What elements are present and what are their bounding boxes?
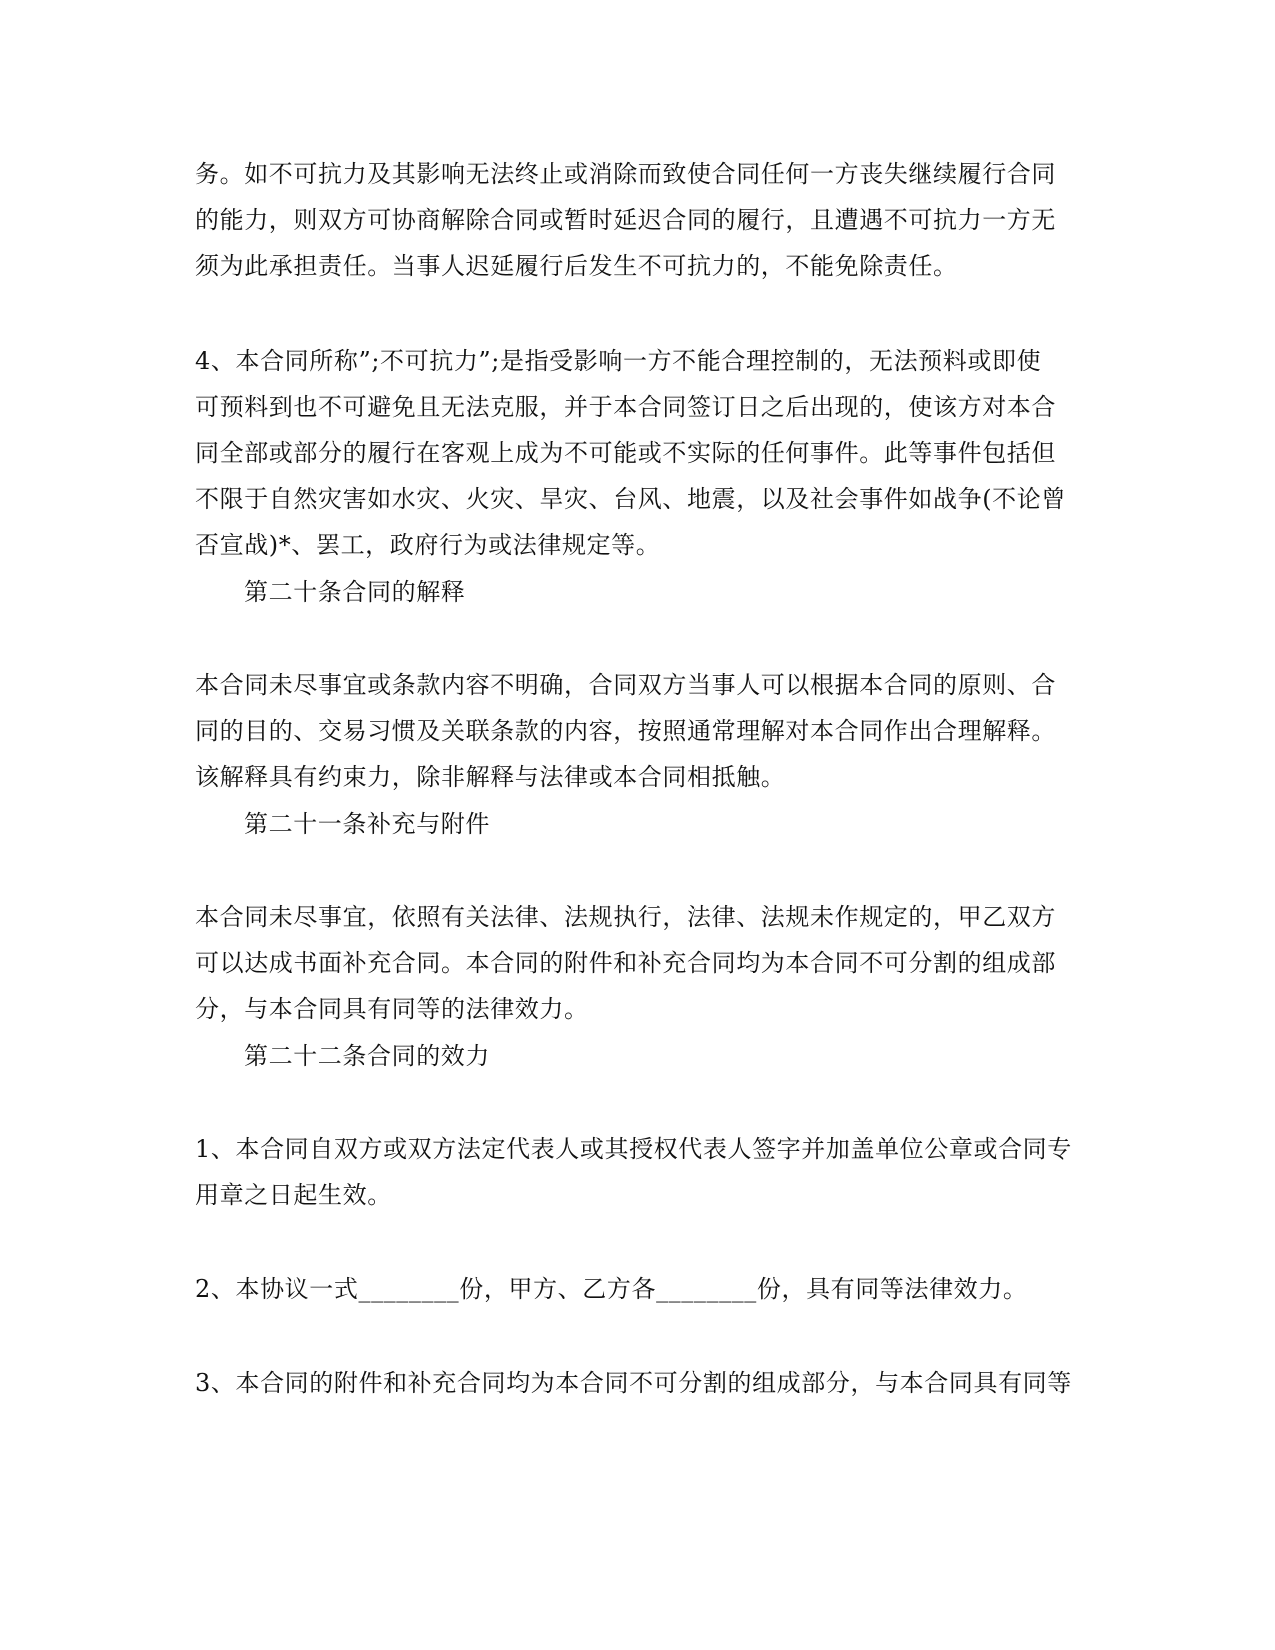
paragraph-line: 该解释具有约束力，除非解释与法律或本合同相抵触。 xyxy=(195,763,786,791)
paragraph-line: 本合同未尽事宜，依照有关法律、法规执行，法律、法规未作规定的，甲乙双方 xyxy=(195,903,1056,931)
article-heading: 第二十二条合同的效力 xyxy=(244,1042,490,1070)
paragraph-line: 同的目的、交易习惯及关联条款的内容，按照通常理解对本合同作出合理解释。 xyxy=(195,717,1056,745)
paragraph-line: 可预料到也不可避免且无法克服，并于本合同签订日之后出现的，使该方对本合 xyxy=(195,393,1056,421)
paragraph-line: 4、本合同所称”;不可抗力”;是指受影响一方不能合理控制的，无法预料或即使 xyxy=(195,347,1042,375)
paragraph-line: 须为此承担责任。当事人迟延履行后发生不可抗力的，不能免除责任。 xyxy=(195,252,958,280)
paragraph-line: 同全部或部分的履行在客观上成为不可能或不实际的任何事件。此等事件包括但 xyxy=(195,439,1056,467)
paragraph-line: 2、本协议一式________份，甲方、乙方各________份，具有同等法律效力。 xyxy=(195,1275,1028,1303)
paragraph-line: 的能力，则双方可协商解除合同或暂时延迟合同的履行，且遭遇不可抗力一方无 xyxy=(195,206,1056,234)
paragraph-line: 可以达成书面补充合同。本合同的附件和补充合同均为本合同不可分割的组成部 xyxy=(195,949,1056,977)
paragraph-line: 1、本合同自双方或双方法定代表人或其授权代表人签字并加盖单位公章或合同专 xyxy=(195,1135,1072,1163)
paragraph-line: 3、本合同的附件和补充合同均为本合同不可分割的组成部分，与本合同具有同等 xyxy=(195,1369,1072,1397)
article-heading: 第二十一条补充与附件 xyxy=(244,810,490,838)
paragraph-line: 本合同未尽事宜或条款内容不明确，合同双方当事人可以根据本合同的原则、合 xyxy=(195,671,1056,699)
paragraph-line: 用章之日起生效。 xyxy=(195,1181,392,1209)
paragraph-line: 否宣战)*、罢工，政府行为或法律规定等。 xyxy=(195,531,661,559)
paragraph-line: 务。如不可抗力及其影响无法终止或消除而致使合同任何一方丧失继续履行合同 xyxy=(195,160,1056,188)
paragraph-line: 不限于自然灾害如水灾、火灾、旱灾、台风、地震，以及社会事件如战争(不论曾 xyxy=(195,485,1066,513)
article-heading: 第二十条合同的解释 xyxy=(244,578,466,606)
paragraph-line: 分，与本合同具有同等的法律效力。 xyxy=(195,995,589,1023)
